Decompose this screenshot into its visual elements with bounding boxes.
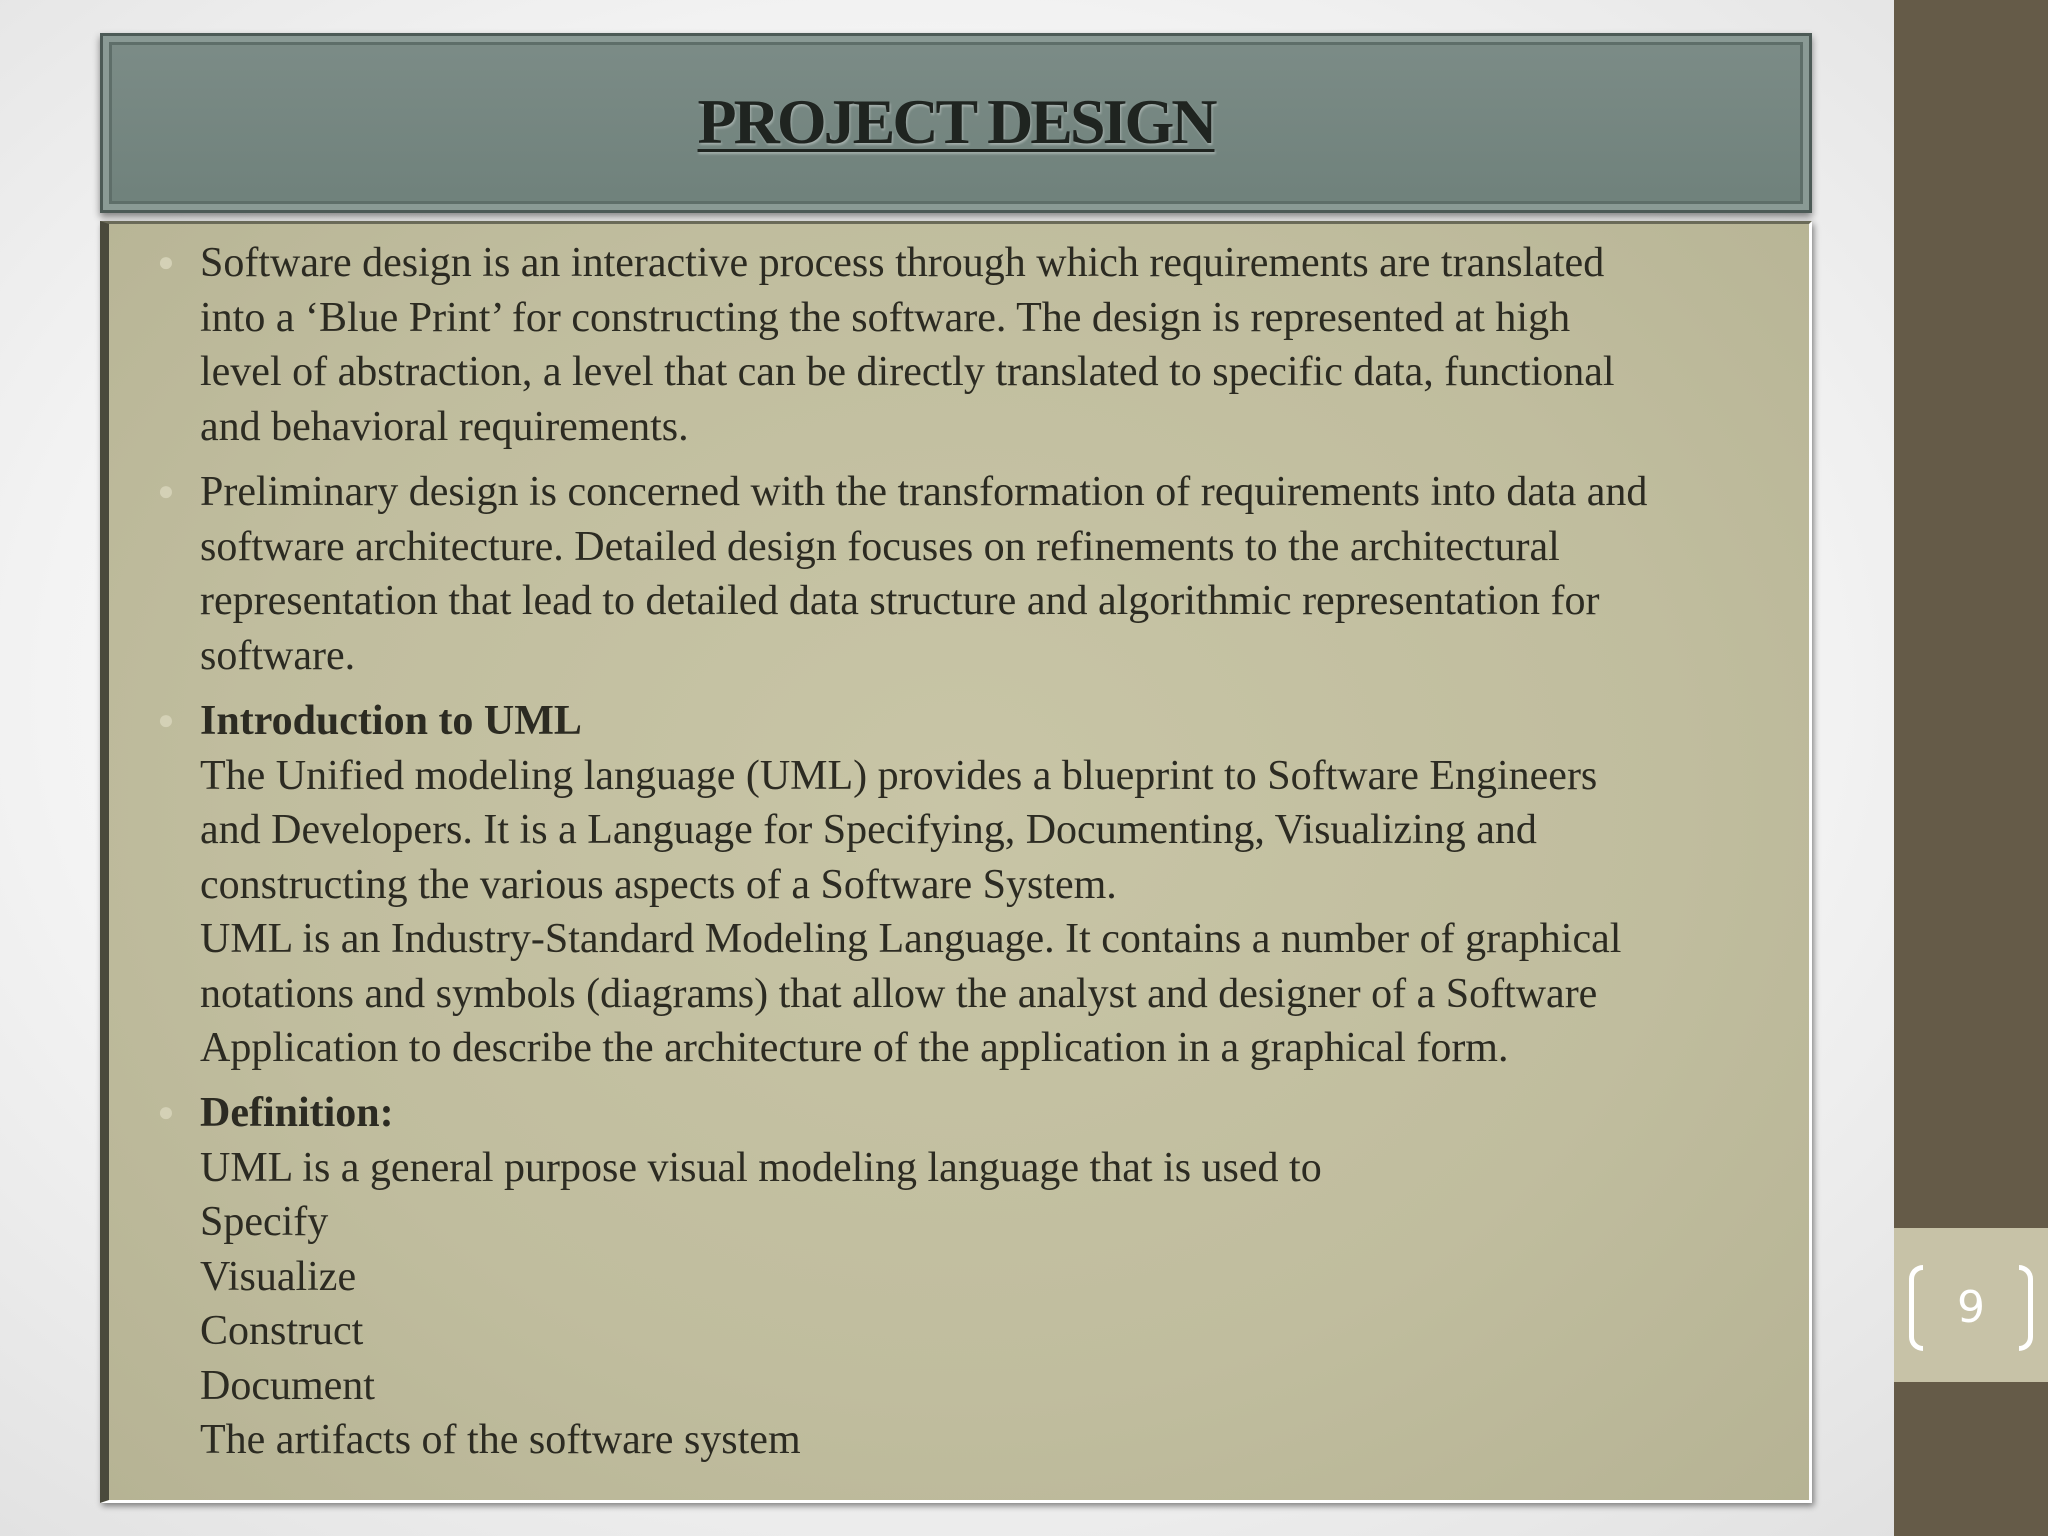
bullet-line: Specify: [200, 1199, 329, 1245]
bullet-line: and Developers. It is a Language for Specifying, Documenting, Visualizing and: [200, 807, 1537, 853]
bullet-preliminary-design: [157, 465, 1900, 683]
bullet-line: notations and symbols (diagrams) that allow the analyst and designer of a Software: [200, 970, 1598, 1017]
bullet-line: and behavioral requirements.: [200, 403, 689, 450]
bullet-introduction-to-uml: [157, 694, 1900, 1076]
bullet-line: software.: [200, 632, 356, 679]
slide-title: PROJECT DESIGN: [697, 86, 1215, 157]
bullet-line: Software design is an interactive process through which requirements are translated: [200, 240, 1605, 286]
page-number-left-bracket: [1909, 1265, 1923, 1351]
bullet-line: Visualize: [200, 1253, 357, 1300]
page-number-right-bracket: [2019, 1265, 2033, 1351]
bullet-dot-icon: ●: [157, 705, 175, 736]
bullet-definition: [157, 1086, 1900, 1468]
bullet-line: representation that lead to detailed data structure and algorithmic representation for: [200, 578, 1600, 624]
bullet-dot-icon: ●: [157, 476, 175, 507]
content-panel: [100, 221, 1812, 1503]
bullet-software-design: [157, 236, 1900, 454]
page-number: 9: [1957, 1282, 1985, 1333]
bullet-line: The artifacts of the software system: [200, 1417, 801, 1463]
bullet-line: into a ‘Blue Print’ for constructing the software. The design is represented at high: [200, 294, 1571, 341]
bullet-line: Document: [200, 1362, 375, 1409]
bullet-dot-icon: ●: [157, 247, 175, 278]
bullet-line: The Unified modeling language (UML) provides a blueprint to Software Engineers: [200, 752, 1598, 799]
bullet-line: constructing the various aspects of a Software System.: [200, 861, 1117, 908]
bullet-line: level of abstraction, a level that can be directly translated to specific data, functional: [200, 349, 1615, 395]
bullet-line: UML is an Industry-Standard Modeling Language. It contains a number of graphical: [200, 916, 1622, 962]
bullet-line: Construct: [200, 1308, 364, 1354]
bullet-heading: Definition:: [200, 1090, 394, 1136]
bullet-dot-icon: ●: [157, 1097, 175, 1128]
title-panel: [100, 33, 1812, 213]
bullet-line: software architecture. Detailed design focuses on refinements to the architectural: [200, 523, 1560, 570]
bullet-line: Application to describe the architecture of the application in a graphical form.: [200, 1025, 1509, 1071]
bullet-heading: Introduction to UML: [200, 698, 582, 744]
bullet-line: Preliminary design is concerned with the transformation of requirements into data and: [200, 469, 1648, 515]
bullet-line: UML is a general purpose visual modeling language that is used to: [200, 1144, 1322, 1191]
